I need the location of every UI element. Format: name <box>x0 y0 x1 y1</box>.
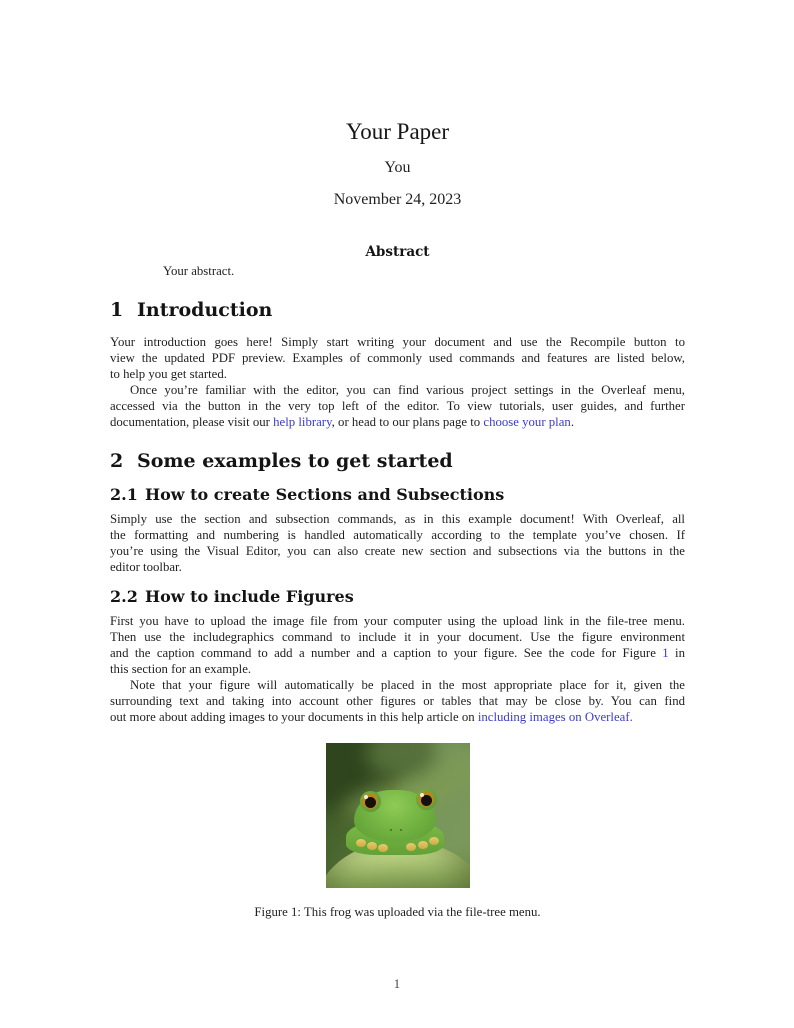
text-run: Then use the includegraphics command to include it in your document. Use the figure environment <box>110 630 685 644</box>
heading-number: 2.1 <box>110 485 138 504</box>
paper-author: You <box>384 159 411 176</box>
text-line <box>110 645 685 661</box>
text-line <box>110 709 685 725</box>
text-run: and the caption command to add a number and a caption to your figure. See the code for Figure <box>110 646 663 660</box>
text-line <box>110 543 685 559</box>
figure-1 <box>110 743 685 920</box>
text-run: First you have to upload the image file from your computer using the upload link in the file-tree menu. <box>110 614 685 628</box>
heading-title: Introduction <box>137 299 273 321</box>
text-run: this section for an example. <box>110 662 252 676</box>
frog-toe <box>378 844 388 852</box>
text-run: to help you get started. <box>110 367 227 381</box>
text-run: surrounding text and taking into account other figures or tables that may be close by. You can find <box>110 694 685 708</box>
figure-1-reference-link[interactable]: 1 <box>662 646 669 660</box>
text-line <box>110 677 685 693</box>
heading-number: 2 <box>110 450 124 472</box>
text-run: out more about adding images to your documents in this help article on <box>110 710 478 724</box>
text-run: Note that your figure will automatically be placed in the most appropriate place for it, given the <box>130 678 685 692</box>
text-line <box>110 661 685 677</box>
text-run: Your introduction goes here! Simply start writing your document and use the Recompile button to <box>110 335 685 349</box>
paragraph <box>110 382 685 430</box>
frog-toe <box>418 841 428 849</box>
text-run: editor toolbar. <box>110 560 182 574</box>
page-number: 1 <box>393 977 401 991</box>
paragraph <box>110 334 685 382</box>
help-library-link[interactable]: help library <box>273 415 332 429</box>
text-run: Once you’re familiar with the editor, you can find various project settings in the Overleaf menu, <box>130 383 685 397</box>
frog-photo <box>326 743 470 888</box>
section-heading-2 <box>110 450 685 473</box>
text-line <box>110 382 685 398</box>
heading-number: 2.2 <box>110 587 138 606</box>
text-line <box>110 366 685 382</box>
heading-title: How to create Sections and Subsections <box>145 485 505 504</box>
text-line <box>110 527 685 543</box>
paragraph <box>110 511 685 575</box>
text-run: view the updated PDF preview. Examples of commonly used commands and features are listed below, <box>110 351 685 365</box>
text-run: documentation, please visit our <box>110 415 274 429</box>
including-images-on-overleaf-link[interactable]: including images on Overleaf. <box>477 710 633 724</box>
text-run: Simply use the section and subsection commands, as in this example document! With Overleaf, all <box>110 512 685 526</box>
text-run: , or head to our plans page to <box>331 415 484 429</box>
text-run: . <box>570 415 575 429</box>
text-run: in <box>668 646 686 660</box>
frog-eye-left <box>362 793 378 809</box>
text-line <box>110 511 685 527</box>
frog-toe <box>356 839 366 847</box>
frog-toe <box>406 843 416 851</box>
text-line <box>110 398 685 414</box>
abstract-block <box>110 243 685 279</box>
document-body <box>110 299 685 725</box>
paper-date: November 24, 2023 <box>333 191 462 208</box>
title-block <box>110 118 685 210</box>
section-heading-1 <box>110 299 685 322</box>
frog-nostril-right <box>400 829 402 831</box>
text-run: accessed via the button in the very top left of the editor. To view tutorials, user guides, and further <box>110 399 685 413</box>
frog-toe <box>367 842 377 850</box>
text-run: you’re using the Visual Editor, you can also create new section and subsections via the buttons in the <box>110 544 685 558</box>
text-line <box>110 350 685 366</box>
heading-number: 1 <box>110 299 124 321</box>
text-line <box>110 414 685 430</box>
paper-title: Your Paper <box>345 119 450 144</box>
frog-nostril-left <box>390 829 392 831</box>
frog-eye-glint-right <box>420 793 424 797</box>
abstract-text: Your abstract. <box>163 264 235 278</box>
text-line <box>110 693 685 709</box>
text-run: the formatting and numbering is handled automatically according to the template you’ve chosen. If <box>110 528 685 542</box>
abstract-heading: Abstract <box>365 244 430 260</box>
frog-toe <box>429 837 439 845</box>
heading-title: How to include Figures <box>145 587 354 606</box>
paragraph <box>110 677 685 725</box>
subsection-heading-2.1 <box>110 485 685 505</box>
frog-eye-right <box>418 791 434 807</box>
figure-caption: Figure 1: This frog was uploaded via the file-tree menu. <box>254 905 541 919</box>
text-line <box>110 334 685 350</box>
heading-title: Some examples to get started <box>137 450 453 472</box>
text-line <box>110 559 685 575</box>
subsection-heading-2.2 <box>110 587 685 607</box>
text-line <box>110 629 685 645</box>
paragraph <box>110 613 685 677</box>
frog-eye-glint-left <box>364 795 368 799</box>
text-line <box>110 613 685 629</box>
choose-your-plan-link[interactable]: choose your plan <box>483 415 571 429</box>
